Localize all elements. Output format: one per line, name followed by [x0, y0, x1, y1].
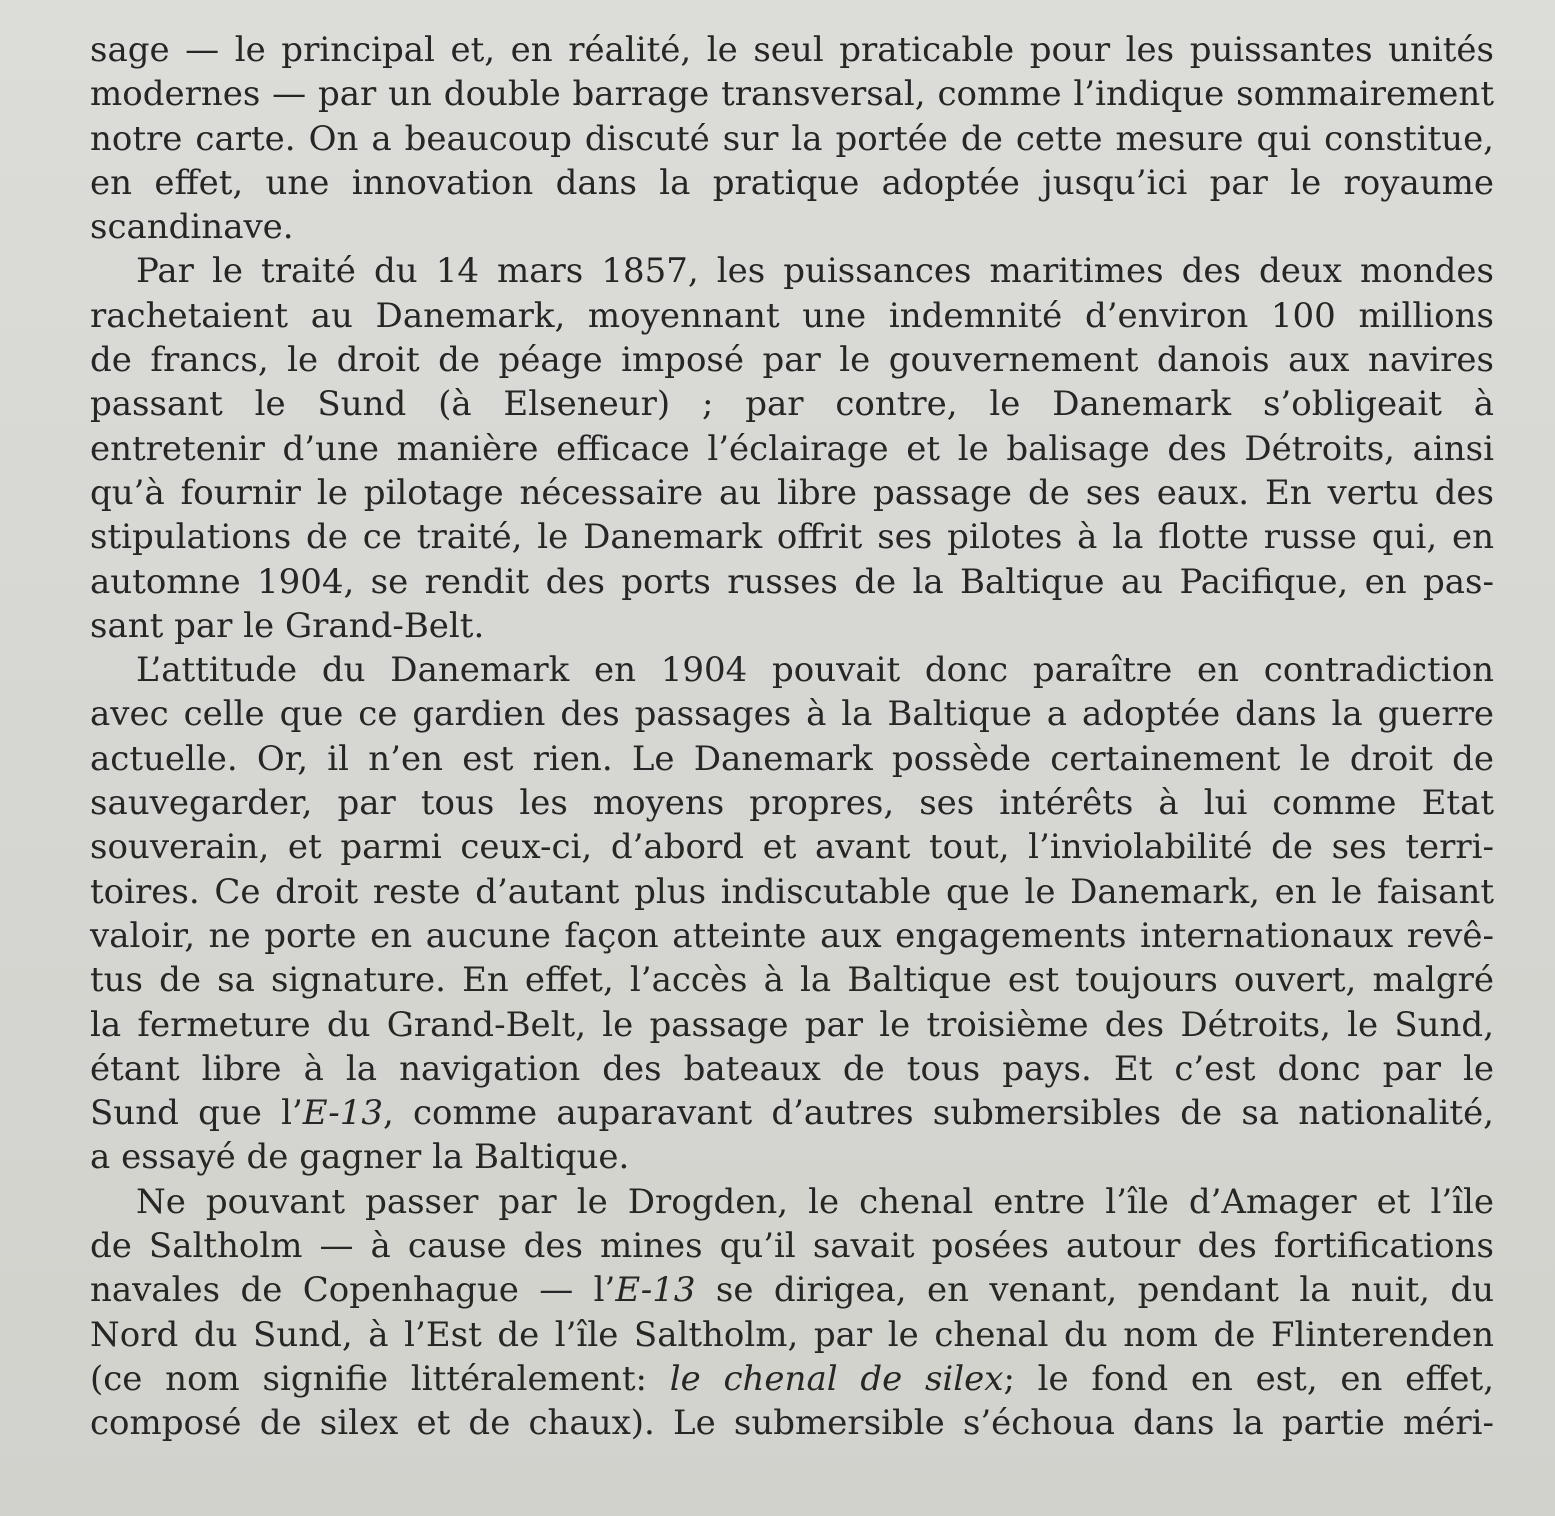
text-line [44, 825, 1494, 869]
text-segment: modernes — par un double barrage transversal, comme l’indique sommairement [90, 74, 1494, 115]
text-segment: avec celle que ce gardien des passages à la Baltique a adoptée dans la guerre [90, 694, 1494, 735]
text-line [44, 1135, 1494, 1179]
paragraph [44, 1180, 1494, 1446]
text-line [44, 737, 1494, 781]
text-segment: stipulations de ce traité, le Danemark offrit ses pilotes à la flotte russe qui, en [90, 517, 1494, 558]
text-line [44, 1180, 1494, 1224]
text-segment: étant libre à la navigation des bateaux de tous pays. Et c’est donc par le [90, 1048, 1494, 1089]
text-segment: Nord du Sund, à l’Est de l’île Saltholm, par le chenal du nom de Flinterenden [90, 1314, 1494, 1355]
text-line [44, 471, 1494, 515]
text-line [44, 870, 1494, 914]
text-segment: ; le fond en est, en effet, [1003, 1358, 1494, 1399]
text-line [44, 958, 1494, 1002]
text-segment: souverain, et parmi ceux-ci, d’abord et avant tout, l’inviolabilité de ses terri- [90, 827, 1494, 868]
text-segment: entretenir d’une manière efficace l’éclairage et le balisage des Détroits, ainsi [90, 428, 1494, 469]
text-line [44, 1047, 1494, 1091]
text-line [44, 338, 1494, 382]
italic-text: E-13 [615, 1270, 696, 1311]
text-line [44, 604, 1494, 648]
text-line [44, 1091, 1494, 1135]
text-segment: qu’à fournir le pilotage nécessaire au libre passage de ses eaux. En vertu des [90, 472, 1494, 513]
text-segment: tus de sa signature. En effet, l’accès à la Baltique est toujours ouvert, malgré [90, 960, 1494, 1001]
text-segment: passant le Sund (à Elseneur) ; par contre, le Danemark s’obligeait à [90, 384, 1494, 425]
text-segment: navales de Copenhague — l’ [90, 1270, 616, 1311]
text-segment: L’attitude du Danemark en 1904 pouvait donc paraître en contradiction [136, 650, 1494, 691]
text-line [44, 648, 1494, 692]
text-line [44, 1357, 1494, 1401]
paragraph [44, 249, 1494, 648]
text-line [44, 781, 1494, 825]
text-line [44, 692, 1494, 736]
text-line [44, 72, 1494, 116]
text-segment: (ce nom signifie littéralement: [90, 1358, 670, 1399]
text-line [44, 294, 1494, 338]
text-line [44, 427, 1494, 471]
text-segment: Sund que l’ [90, 1093, 303, 1134]
italic-text: le chenal de silex [669, 1358, 1004, 1399]
paragraph [44, 28, 1494, 249]
text-line [44, 205, 1494, 249]
italic-text: E-13 [302, 1093, 383, 1134]
text-segment: a essayé de gagner la Baltique. [90, 1137, 630, 1178]
text-segment: Ne pouvant passer par le Drogden, le chenal entre l’île d’Amager et l’île [136, 1181, 1494, 1222]
text-segment: notre carte. On a beaucoup discuté sur la portée de cette mesure qui constitue, [90, 118, 1494, 159]
text-segment: en effet, une innovation dans la pratique adoptée jusqu’ici par le royaume [90, 162, 1494, 203]
text-line [44, 161, 1494, 205]
text-segment: sage — le principal et, en réalité, le seul praticable pour les puissantes unités [90, 30, 1494, 70]
text-segment: Par le traité du 14 mars 1857, les puissances maritimes des deux mondes [136, 251, 1494, 292]
text-line [44, 249, 1494, 293]
text-segment: toires. Ce droit reste d’autant plus indiscutable que le Danemark, en le faisant [90, 871, 1494, 912]
text-line [44, 515, 1494, 559]
text-segment: la fermeture du Grand-Belt, le passage par le troisième des Détroits, le Sund, [90, 1004, 1494, 1045]
text-segment: de francs, le droit de péage imposé par le gouvernement danois aux navires [90, 340, 1494, 381]
text-segment: sant par le Grand-Belt. [90, 605, 485, 646]
text-segment: automne 1904, se rendit des ports russes de la Baltique au Pacifique, en pas- [90, 561, 1494, 602]
body-text [44, 28, 1494, 1446]
text-segment: valoir, ne porte en aucune façon atteinte aux engagements internationaux revê- [90, 915, 1494, 956]
text-line [44, 1268, 1494, 1312]
text-line [44, 1401, 1494, 1445]
text-line [44, 117, 1494, 161]
text-segment: de Saltholm — à cause des mines qu’il savait posées autour des fortifications [90, 1226, 1494, 1267]
text-line [44, 1224, 1494, 1268]
text-line [44, 28, 1494, 72]
paragraph [44, 648, 1494, 1180]
text-line [44, 1313, 1494, 1357]
text-line [44, 1003, 1494, 1047]
text-line [44, 560, 1494, 604]
text-segment: sauvegarder, par tous les moyens propres, ses intérêts à lui comme Etat [90, 783, 1494, 824]
text-segment: scandinave. [90, 207, 294, 248]
text-segment: se dirigea, en venant, pendant la nuit, du [695, 1270, 1495, 1311]
text-segment: rachetaient au Danemark, moyennant une indemnité d’environ 100 millions [90, 295, 1494, 336]
text-segment: composé de silex et de chaux). Le submersible s’échoua dans la partie méri- [90, 1403, 1494, 1444]
text-segment: , comme auparavant d’autres submersibles de sa nationalité, [382, 1093, 1494, 1134]
text-line [44, 382, 1494, 426]
text-segment: actuelle. Or, il n’en est rien. Le Danemark possède certainement le droit de [90, 738, 1494, 779]
text-line [44, 914, 1494, 958]
